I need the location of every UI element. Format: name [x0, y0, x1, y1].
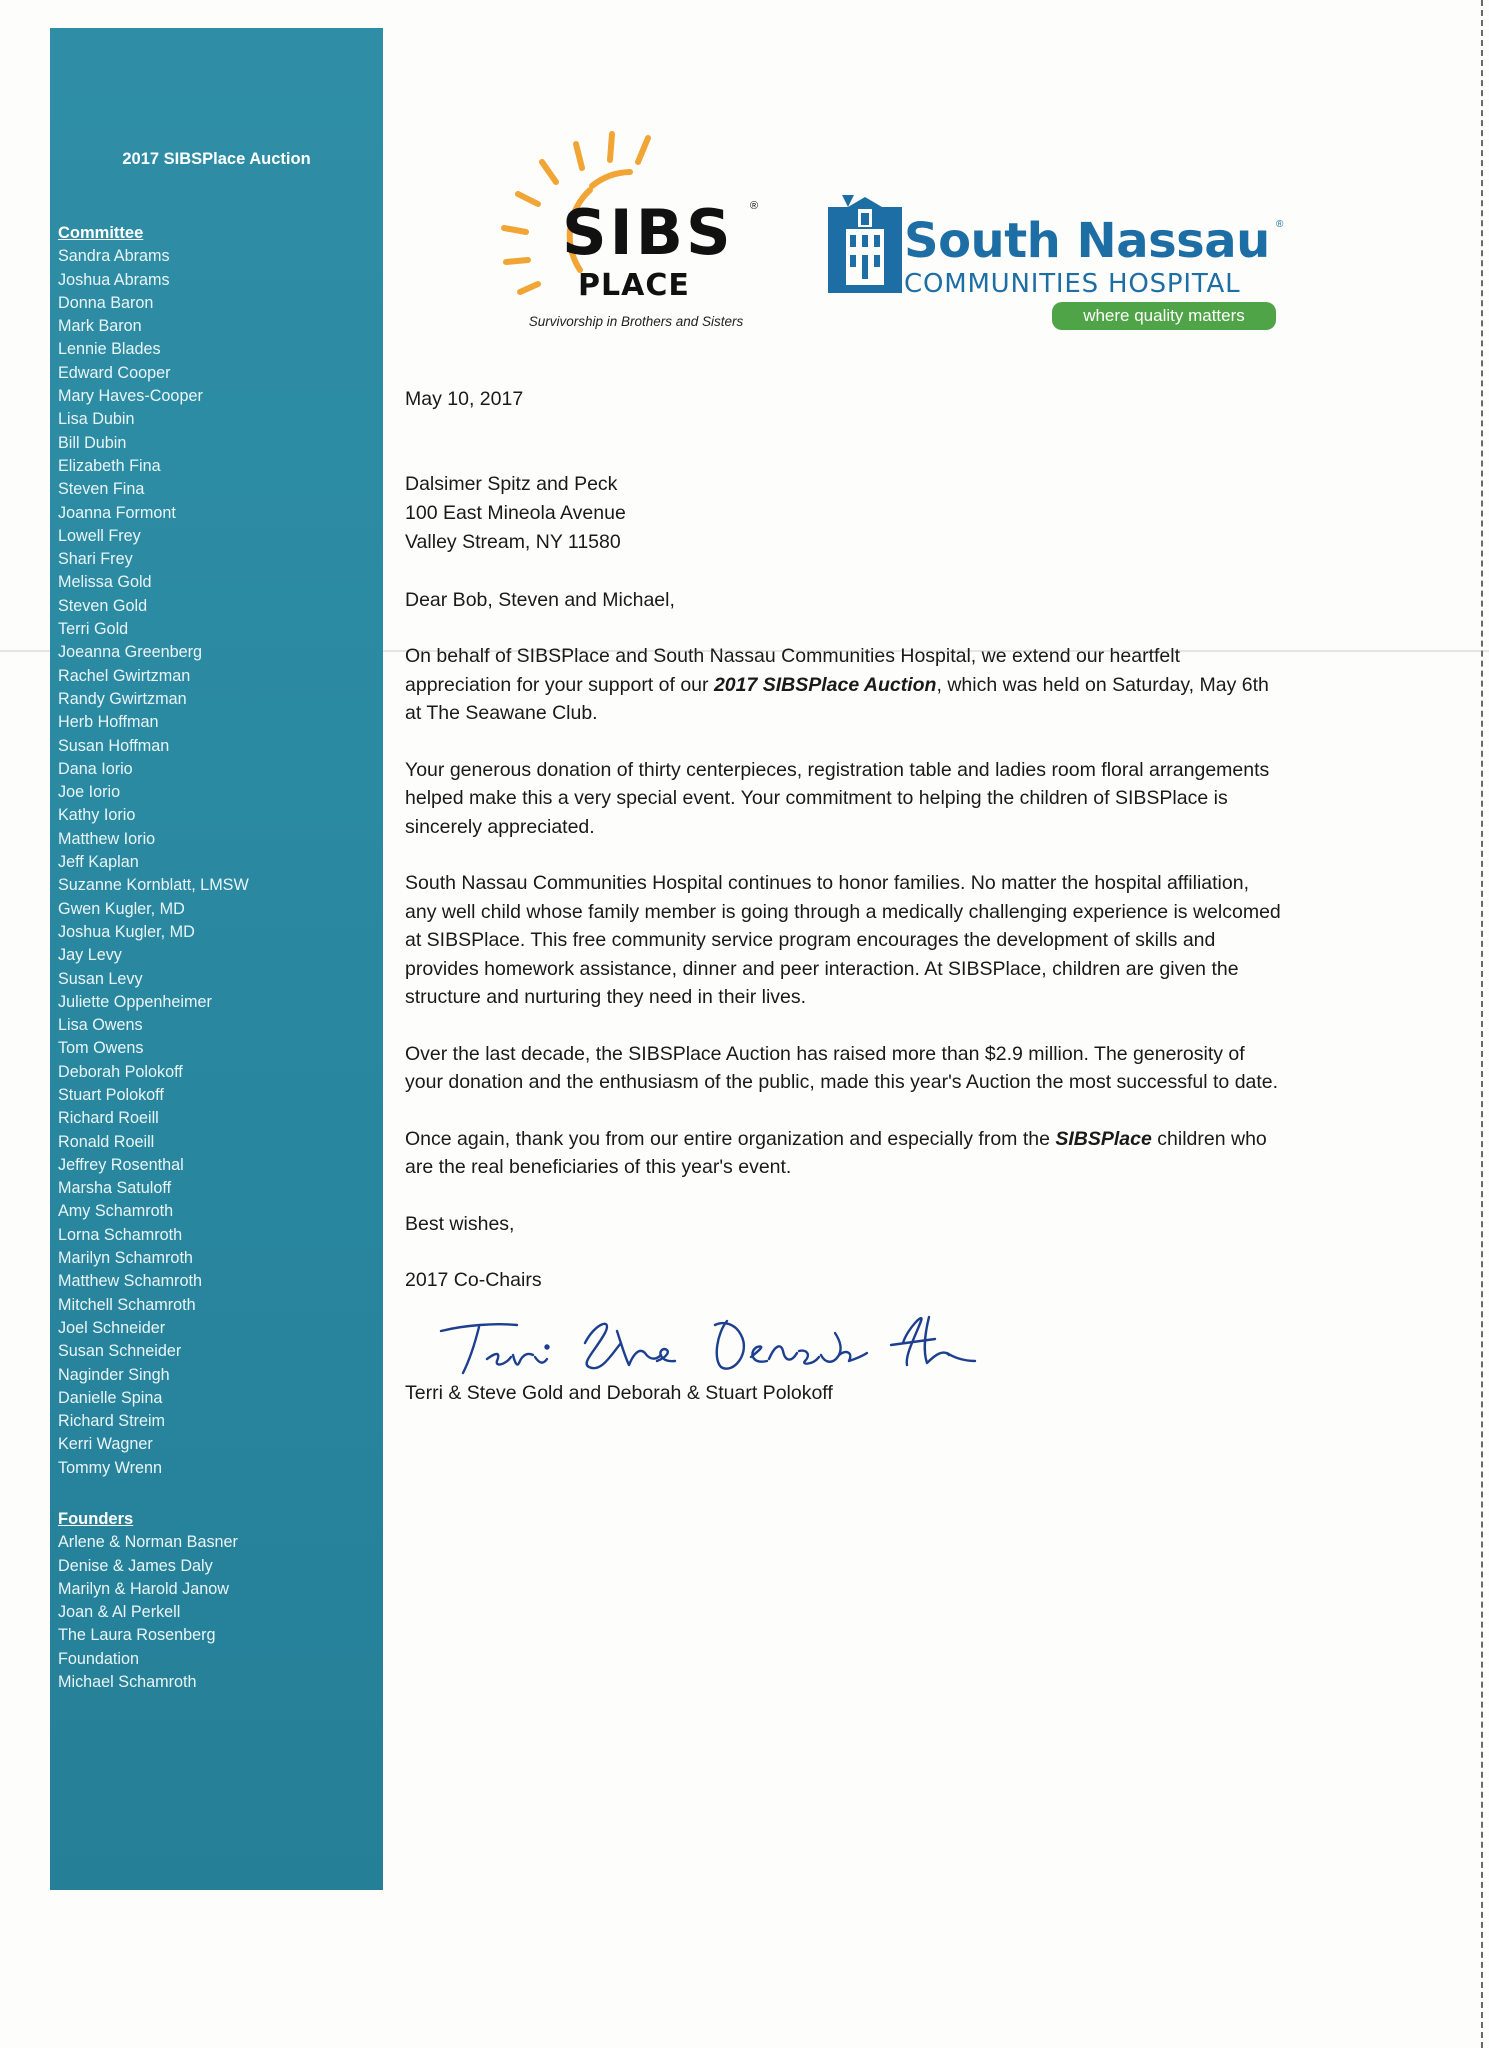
founders-heading: Founders [58, 1510, 134, 1528]
member-name: Joeanna Greenberg [58, 643, 202, 662]
member-name: Danielle Spina [58, 1388, 163, 1407]
member-name: Susan Levy [58, 969, 143, 988]
member-name: Arlene & Norman Basner [58, 1533, 238, 1552]
member-name: Steven Gold [58, 596, 148, 615]
hospital-building-icon [828, 195, 908, 305]
hospital-name: South Nassau [904, 213, 1270, 269]
paragraph-5: Once again, thank you from our entire organization and especially from the SIBSPlace children who are the real beneficiaries of this year's event. [405, 1127, 1267, 1178]
signature-image [435, 1303, 995, 1379]
member-name: Edward Cooper [58, 363, 171, 382]
signers-names: Terri & Steve Gold and Deborah & Stuart Polokoff [405, 1381, 833, 1404]
member-name: Donna Baron [58, 293, 154, 312]
logo-header [480, 120, 1284, 340]
member-name: Joan & Al Perkell [58, 1603, 181, 1622]
founders-list [58, 1531, 238, 1694]
sibsplace-emphasis: SIBSPlace [1055, 1127, 1152, 1150]
paragraph-4: Over the last decade, the SIBSPlace Auction has raised more than $2.9 million. The generosity of your donation and the enthusiasm of the public, made this year's Auction the most successful to date. [405, 1042, 1279, 1093]
paragraph-1: On behalf of SIBSPlace and South Nassau Communities Hospital, we extend our heartfelt appreciation for your support of our 2017 SIBSPlace Auction, which was held on Saturday, May 6th at The Seawane Club. [405, 645, 1269, 724]
letter-date: May 10, 2017 [405, 388, 524, 410]
member-name: Suzanne Kornblatt, LMSW [58, 876, 249, 895]
member-name: Gwen Kugler, MD [58, 899, 185, 918]
address-line: Dalsimer Spitz and Peck [405, 472, 618, 495]
member-name: Jeffrey Rosenthal [58, 1155, 184, 1174]
paragraph-2: Your generous donation of thirty centerpieces, registration table and ladies room floral arrangements helped make this a very special event. Your commitment to helping the children of SIBSPlace is sincerely appreciated. [405, 758, 1270, 838]
committee-heading: Committee [58, 224, 144, 242]
member-name: Joanna Formont [58, 503, 176, 522]
member-name: Lisa Dubin [58, 410, 135, 429]
page-edge [1479, 0, 1483, 2048]
member-name: Kathy Iorio [58, 806, 136, 825]
member-name: Dana Iorio [58, 759, 133, 778]
sibs-place-logo [480, 120, 780, 340]
member-name: Mitchell Schamroth [58, 1295, 196, 1314]
member-name: Amy Schamroth [58, 1202, 174, 1221]
member-name: Melissa Gold [58, 573, 152, 592]
member-name: Joe Iorio [58, 783, 121, 802]
address-line: 100 East Mineola Avenue [405, 501, 626, 524]
handwritten-signatures [405, 1303, 965, 1379]
member-name: Elizabeth Fina [58, 456, 161, 475]
member-name: Tommy Wrenn [58, 1458, 163, 1477]
member-name: Susan Hoffman [58, 736, 170, 755]
co-chairs-label: 2017 Co-Chairs [405, 1269, 542, 1291]
member-name: Michael Schamroth [58, 1673, 197, 1692]
member-name: Randy Gwirtzman [58, 689, 187, 708]
member-name: Bill Dubin [58, 433, 127, 452]
member-name: Shari Frey [58, 550, 133, 569]
auction-name: 2017 SIBSPlace Auction [713, 673, 937, 696]
member-name: Lowell Frey [58, 526, 141, 545]
member-name: Kerri Wagner [58, 1435, 153, 1454]
member-name: Mary Haves-Cooper [58, 387, 203, 406]
committee-section [58, 222, 249, 1480]
sibs-wordmark: SIBS [562, 196, 734, 269]
sidebar-title: 2017 SIBSPlace Auction [122, 150, 311, 168]
member-name: The Laura Rosenberg [58, 1626, 216, 1645]
hospital-tagline-badge: where quality matters [1052, 302, 1276, 330]
member-name: Rachel Gwirtzman [58, 666, 191, 685]
member-name: Sandra Abrams [58, 247, 170, 266]
member-name: Marilyn Schamroth [58, 1249, 193, 1268]
committee-list [58, 245, 249, 1480]
member-name: Joel Schneider [58, 1318, 166, 1337]
member-name: Jay Levy [58, 946, 122, 965]
member-name: Stuart Polokoff [58, 1085, 164, 1104]
member-name: Ronald Roeill [58, 1132, 155, 1151]
member-name: Joshua Abrams [58, 270, 170, 289]
member-name: Deborah Polokoff [58, 1062, 183, 1081]
member-name: Herb Hoffman [58, 713, 159, 732]
member-name: Tom Owens [58, 1039, 144, 1058]
registered-mark: ® [1276, 219, 1284, 230]
member-name: Lennie Blades [58, 340, 161, 359]
member-name: Jeff Kaplan [58, 853, 139, 872]
registered-mark: ® [750, 200, 759, 212]
member-name: Richard Roeill [58, 1109, 159, 1128]
member-name: Steven Fina [58, 480, 145, 499]
hospital-subtitle: COMMUNITIES HOSPITAL [904, 269, 1241, 299]
member-name: Marilyn & Harold Janow [58, 1579, 229, 1598]
member-name: Lisa Owens [58, 1016, 143, 1035]
letter-body [405, 385, 1285, 1407]
sibs-tagline: Survivorship in Brothers and Sisters [528, 314, 744, 329]
salutation: Dear Bob, Steven and Michael, [405, 588, 675, 611]
member-name: Matthew Iorio [58, 829, 156, 848]
member-name: Susan Schneider [58, 1342, 182, 1361]
founders-section [58, 1508, 238, 1694]
member-name: Lorna Schamroth [58, 1225, 183, 1244]
member-name: Mark Baron [58, 317, 142, 336]
member-name: Marsha Satuloff [58, 1179, 172, 1198]
member-name: Richard Streim [58, 1412, 166, 1431]
member-name: Matthew Schamroth [58, 1272, 202, 1291]
sidebar [50, 28, 383, 1890]
south-nassau-logo [828, 185, 1288, 335]
recipient-address [405, 470, 1285, 557]
member-name: Terri Gold [58, 620, 129, 639]
member-name: Joshua Kugler, MD [58, 922, 195, 941]
member-name: Denise & James Daly [58, 1556, 213, 1575]
address-line: Valley Stream, NY 11580 [405, 530, 621, 553]
place-wordmark: PLACE [578, 268, 690, 303]
closing: Best wishes, [405, 1212, 515, 1235]
paragraph-3: South Nassau Communities Hospital continues to honor families. No matter the hospital affiliation, any well child whose family member is going through a medically challenging experience is welcomed at SIBSPlace. This free community service program encourages the development of skills and provides homework assistance, dinner and peer interaction. At SIBSPlace, children are given the structure and nurturing they need in their lives. [405, 872, 1281, 1008]
member-name: Foundation [58, 1649, 140, 1668]
member-name: Naginder Singh [58, 1365, 170, 1384]
member-name: Juliette Oppenheimer [58, 992, 212, 1011]
